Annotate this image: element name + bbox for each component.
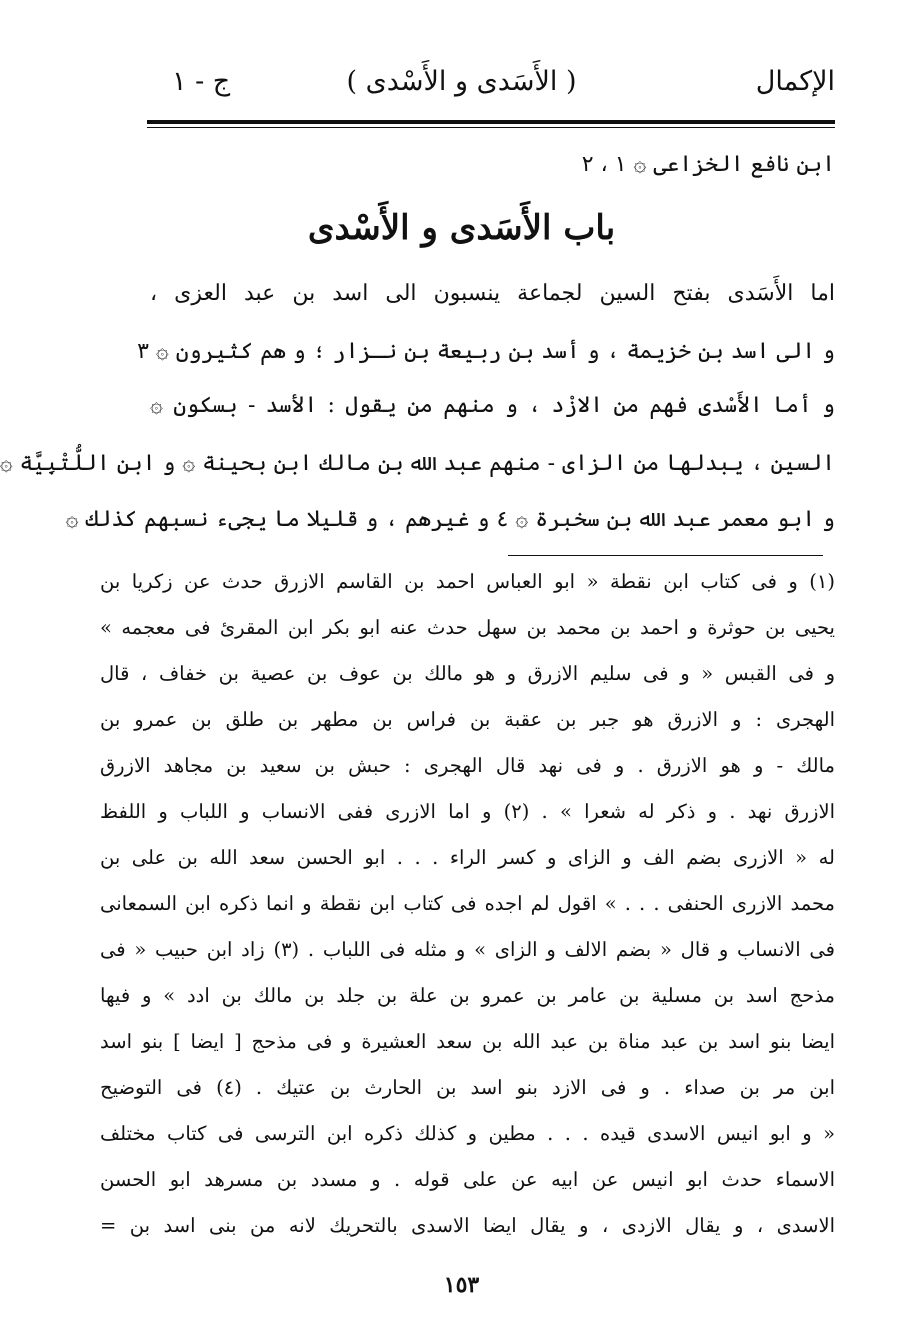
footnote-line: الازرق نهد . و ذكر له شعرا » . (٢) و اما الازرى ففى الانساب و اللباب و اللفظ [100, 800, 836, 823]
footnote-line: محمد الازرى الحنفى . . . » اقول لم اجده فى كتاب ابن نقطة و انما ذكره ابن السمعانى [100, 892, 835, 915]
body-line: اما الأَسَدى بفتح السين لجماعة ينسبون الى اسد بن عبد العزى ، [150, 281, 835, 306]
book-title: الإكمال [755, 66, 835, 97]
header-rule-thin [147, 127, 835, 128]
footnote-line: الهجرى : و الازرق هو جبر بن عقبة بن فراس بن مطهر بن طلق بن عمرو بن [100, 708, 835, 731]
chapter-heading: باب الأَسَدى و الأَسْدى [307, 208, 616, 248]
footnote-line: ايضا بنو اسد بن عبد مناة بن عبد الله بن سعد العشيرة و فى مذحج [ ايضا ] بنو اسد [100, 1030, 835, 1053]
footnote-line: مذحج اسد بن مسلية بن عامر بن عمرو بن علة بن جلد بن مالك بن ادد » و فيها [100, 984, 835, 1007]
footnote-line: « و ابو انيس الاسدى قيده . . . مطين و كذلك ذكره ابن الترسى فى كتاب مختلف [100, 1122, 835, 1145]
footnote-line: فى الانساب و قال « بضم الالف و الزاى » و مثله فى اللباب . (٣) زاد ابن حبيب « فى [100, 938, 835, 961]
footnote-line: (١) و فى كتاب ابن نقطة « ابو العباس احمد بن القاسم الازرق حدث عن زكريا بن [100, 570, 835, 593]
footnote-separator [508, 555, 823, 556]
body-line: و الى اسد بن خزيمة ، و أسد بن ربيعة بن نـزار ؛ و هم كثيرون ۞ ٣ [137, 339, 835, 364]
volume-number: ج - ١ [172, 66, 231, 97]
footnote-line: يحيى بن حوثرة و احمد بن محمد بن سهل حدث عنه ابو بكر ابن المقرئ فى معجمه » [100, 616, 835, 639]
footnote-line: ابن مر بن صداء . و فى الازد بنو اسد بن الحارث بن عتيك . (٤) فى التوضيح [100, 1076, 835, 1099]
body-line: و ابو معمر عبد الله بن سخبرة ۞ ٤ و غيرهم ، و قليلا ما يجىء نسبهم كذلك ۞ [65, 507, 835, 532]
footnote-line: و فى القبس « و فى سليم الازرق و هو مالك بن عوف بن عصية بن خفاف ، قال [100, 662, 835, 685]
footnote-line: الاسماء حدث ابو انيس عن ابيه عن على قوله . و مسدد بن مسرهد ابو الحسن [100, 1168, 835, 1191]
continuation-line: ابن نافع الخزاعى ۞ ١ ، ٢ [581, 152, 835, 177]
footnote-line: مالك - و هو الازرق . و فى نهد قال الهجرى : حبش بن سعيد بن مجاهد الازرق [100, 754, 835, 777]
header-rule-thick [147, 120, 835, 124]
footnote-line: له « الازرى بضم الف و الزاى و كسر الراء . . . ابو الحسن سعد الله بن على بن [100, 846, 835, 869]
section-title: ( الأَسَدى و الأَسْدى ) [346, 66, 577, 97]
body-line: السين ، يبدلها من الزاى - منهم عبد الله بن مالك ابن بحينة ۞ و ابن اللُّتْبِيَّة ۞ [0, 451, 835, 476]
page-number: ١٥٣ [443, 1272, 480, 1298]
body-line: و أما الأَسْدى فهم من الازْد ، و منهم من يقول : الأسد - بسكون ۞ [150, 393, 835, 418]
footnote-line: الاسدى ، و يقال الازدى ، و يقال ايضا الاسدى بالتحريك لانه من بنى اسد بن = [100, 1214, 835, 1237]
